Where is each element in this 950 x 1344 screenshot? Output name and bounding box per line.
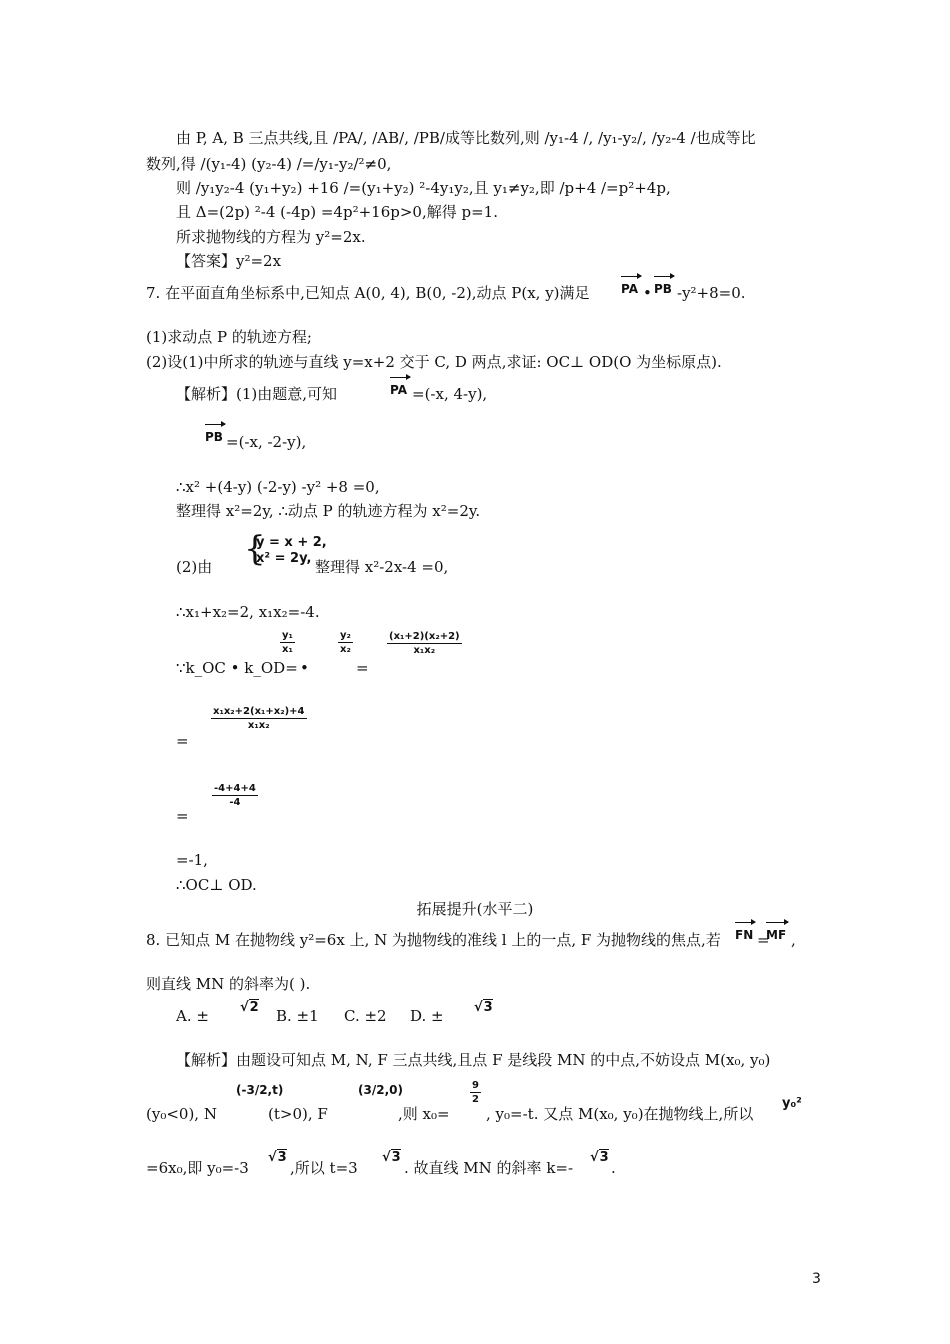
text-line: ∵k_OC • k_OD= — [176, 659, 298, 677]
question-7-part-2: (2)设(1)中所求的轨迹与直线 y=x+2 交于 C, D 两点,求证: OC⊥ OD(O 为坐标原点). — [146, 353, 722, 371]
vector-FN: FN — [735, 922, 755, 942]
fraction-9-2: $\frac{9}{2}$ — [472, 1080, 479, 1105]
text-line: 则 /y₁y₂-4 (y₁+y₂) +16 /=(y₁+y₂) ²-4y₁y₂,且 y₁≠y₂,即 /p+4 /=p²+4p, — [176, 179, 671, 197]
option-b: B. ±1 — [276, 1007, 319, 1025]
text-line: ∴OC⊥ OD. — [176, 876, 257, 894]
text-line: . 故直线 MN 的斜率 k=- — [404, 1159, 574, 1177]
text-line: (y₀<0), N — [146, 1105, 217, 1123]
option-a: A. ± — [176, 1007, 209, 1025]
text-line: =(-x, -2-y), — [226, 433, 307, 451]
point-N: (-3/2,t) — [236, 1083, 284, 1097]
question-7-part-1: (1)求动点 P 的轨迹方程; — [146, 328, 312, 346]
text-line: ,则 x₀= — [398, 1105, 450, 1123]
text-line: 所求抛物线的方程为 y²=2x. — [176, 228, 366, 246]
sqrt-3: √3 — [268, 1150, 287, 1165]
text-line: =(-x, 4-y), — [412, 385, 488, 403]
fraction-numeric: $\frac{-4+4+4}{-4}$ — [214, 783, 256, 808]
text-line: 且 Δ=(2p) ²-4 (-4p) =4p²+16p>0,解得 p=1. — [176, 203, 498, 221]
text-line: ∴x₁+x₂=2, x₁x₂=-4. — [176, 603, 320, 621]
solution-label: 【解析】由题设可知点 M, N, F 三点共线,且点 F 是线段 MN 的中点,不妨设点 M(x₀, y₀) — [176, 1051, 771, 1069]
dot-operator: • — [643, 284, 652, 302]
fraction-expanded: $\frac{\text{x₁x₂+2(x₁+x₂)+4}}{\text{x₁x₂}}$ — [213, 706, 305, 731]
equals-sign: = — [176, 807, 189, 825]
point-F: (3/2,0) — [358, 1083, 403, 1097]
sqrt-2: √2 — [240, 1000, 259, 1015]
text-line: 整理得 x²=2y, ∴动点 P 的轨迹方程为 x²=2y. — [176, 502, 481, 520]
text-line: =6x₀,即 y₀=-3 — [146, 1159, 249, 1177]
text-line: (t>0), F — [268, 1105, 328, 1123]
fraction-y2-x2: $\frac{\text{y₂}}{\text{x₂}}$ — [340, 630, 351, 655]
dot-operator: • — [300, 659, 309, 677]
answer-line: 【答案】y²=2x — [176, 252, 282, 270]
solution-label: 【解析】(1)由题意,可知 — [176, 385, 338, 403]
question-7-text: 7. 在平面直角坐标系中,已知点 A(0, 4), B(0, -2),动点 P(x, y)满足 — [146, 284, 590, 302]
vector-PB: PB — [654, 276, 674, 296]
section-heading: 拓展提升(水平二) — [416, 900, 534, 918]
system-eq-2: x² = 2y, — [256, 551, 312, 566]
option-c: C. ±2 — [344, 1007, 387, 1025]
vector-PB: PB — [205, 424, 225, 444]
text-line: ,所以 t=3 — [290, 1159, 358, 1177]
page-number: 3 — [812, 1271, 821, 1287]
text-line: (2)由 — [176, 558, 213, 576]
fraction-product: $\frac{\text{(x₁+2)(x₂+2)}}{\text{x₁x₂}}$ — [389, 631, 460, 656]
equals-sign: = — [757, 931, 770, 949]
text-line: , — [791, 931, 796, 949]
question-8-text: 8. 已知点 M 在抛物线 y²=6x 上, N 为抛物线的准线 l 上的一点, F 为抛物线的焦点,若 — [146, 931, 721, 949]
vector-MF: MF — [766, 922, 788, 942]
vector-PA: PA — [390, 377, 410, 397]
text-line: 整理得 x²-2x-4 =0, — [315, 558, 449, 576]
text-line: -y²+8=0. — [677, 284, 746, 302]
text-line: 数列,得 /(y₁-4) (y₂-4) /=/y₁-y₂/²≠0, — [146, 155, 392, 173]
text-line: 则直线 MN 的斜率为( ). — [146, 975, 311, 993]
text-line: =-1, — [176, 851, 208, 869]
equals-sign: = — [356, 659, 369, 677]
brace-icon: { — [244, 529, 266, 569]
text-line: ∴x² +(4-y) (-2-y) -y² +8 =0, — [176, 478, 380, 496]
y0-squared: y₀² — [782, 1096, 802, 1111]
equals-sign: = — [176, 732, 189, 750]
fraction-y1-x1: $\frac{\text{y₁}}{\text{x₁}}$ — [282, 630, 293, 655]
sqrt-3: √3 — [590, 1150, 609, 1165]
text-line: , y₀=-t. 又点 M(x₀, y₀)在抛物线上,所以 — [486, 1105, 754, 1123]
text-line: 由 P, A, B 三点共线,且 /PA/, /AB/, /PB/成等比数列,则 /y₁-4 /, /y₁-y₂/, /y₂-4 /也成等比 — [176, 129, 756, 147]
sqrt-3: √3 — [382, 1150, 401, 1165]
sqrt-3: √3 — [474, 1000, 493, 1015]
text-line: . — [611, 1159, 616, 1177]
system-eq-1: y = x + 2, — [256, 535, 327, 550]
option-d: D. ± — [410, 1007, 444, 1025]
vector-PA: PA — [621, 276, 641, 296]
